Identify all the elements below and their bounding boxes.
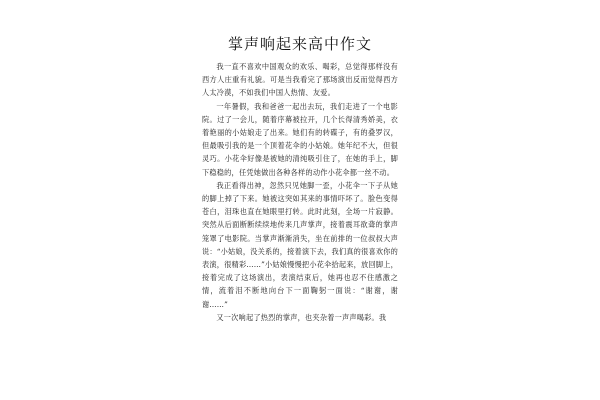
paragraph-4: 又一次响起了热烈的掌声，也夹杂着一声声喝彩。我	[216, 312, 387, 322]
paragraph-3: 我正看得出神，忽然只见她脚一歪，小花伞一下子从她的脚上掉了下来。她被这突如其来的事情吓坏了。脸色变得苍白，泪珠也直在她眼里打转。此时此刻，全场一片寂静。突然从后面断断续续地传来几声掌声，接着震耳欲聋的掌声笼罩了电影院。当掌声渐渐消失，坐在前排的一位叔叔大声说：“小姑娘，没关系的，接着演下去，我们真的很喜欢你的表演，很精彩……”小姑娘慢慢把小花伞拾起来，放回脚上，接着完成了这场演出，表演结束后，她再也忍不住感激之情，流着泪不断地向台下一面鞠躬一面说：“谢谢，谢谢……”	[202, 180, 398, 309]
document-title: 掌声响起来高中作文	[227, 35, 372, 53]
paragraph-2: 一年暑假，我和爸爸一起出去玩，我们走进了一个电影院。过了一会儿，随着序幕被拉开，几个长得清秀娇美，衣着艳丽的小姑娘走了出来。她们有的转碟子，有的叠罗汉，但最吸引我的是一个顶着花伞的小姑娘。她年纪不大，但很灵巧。小花伞好像是被她的清纯吸引住了，在她的手上，脚下稳稳的，任凭她做出各种各样的动作小花伞都一丝不动。	[202, 101, 398, 177]
paragraph-1: 我一直不喜欢中国观众的欢乐、喝彩，总觉得那样没有西方人庄重有礼貌。可是当我看完了那场演出反而觉得西方人太冷漠，不如我们中国人热情、友爱。	[202, 62, 398, 98]
article-body	[202, 60, 398, 324]
